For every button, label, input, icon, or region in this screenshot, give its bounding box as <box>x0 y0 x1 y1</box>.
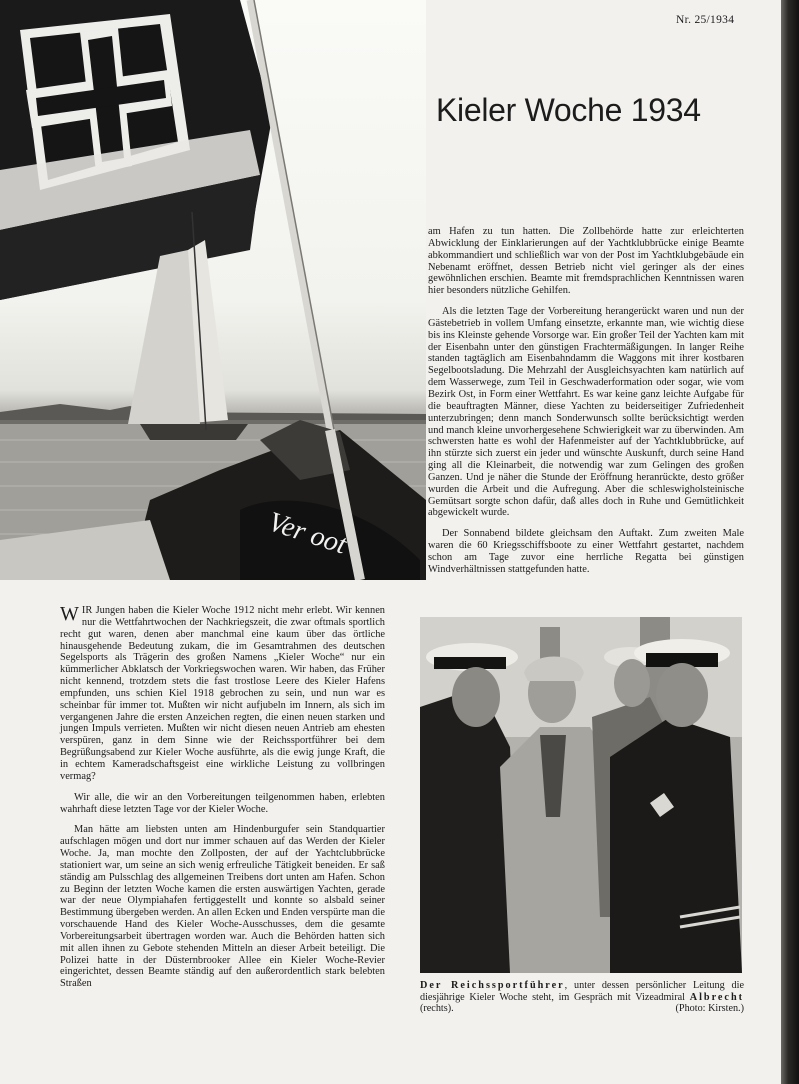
caption-name-reichssportfuehrer: Der Reichssportführer <box>420 980 565 991</box>
photo-credit: (Photo: Kirsten.) <box>675 1003 744 1015</box>
officials-photo <box>420 617 742 973</box>
caption-text-end: (rechts). <box>420 1003 454 1015</box>
page-binding-edge <box>781 0 799 1084</box>
caption-name-albrecht: Albrecht <box>689 991 745 1003</box>
issue-number: Nr. 25/1934 <box>676 14 735 26</box>
left-text-column <box>60 605 385 999</box>
harbor-photo-illustration <box>0 0 426 580</box>
drop-cap: W <box>60 603 80 625</box>
paragraph: Man hätte am liebsten unten am Hindenburgufer sein Standquartier aufschlagen mögen und dort nur immer schauen auf das Werden der Kieler Woche. Ja, man mochte den Zollposten, der auf der Yachtclubbrücke stationiert war, um seine an sich wenig erfreuliche Tätigkeit beneiden. Er saß ständig am Pulsschlag des allgemeinen Treibens dort unten am Hafen. Schon zu Beginn der letzten Woche kamen die ersten auswärtigen Yachten, gerade war der neue Olympiahafen fertiggestellt und konnte so alsbald seiner Bestimmung übergeben werden. An allen Ecken und Enden verspürte man die vorschauende Hand des Kieler Woche-Ausschusses, dem die gesamte Vorbereitungsarbeit übertragen worden war. Auch die Behörden hatten sich mit allen ihnen zu Gebote stehenden Mitteln an dieser Arbeit beteiligt. Die Polizei hatte in der Düsternbrooker Allee ein Kieler Woche-Revier eingerichtet, dessen Beamte ständig auf den außerordentlich stark belebten Straßen <box>60 824 386 990</box>
paragraph: Wir alle, die wir an den Vorbereitungen teilgenommen haben, erlebten wahrhaft diese letzten Tage vor der Kieler Woche. <box>60 791 385 815</box>
boat-flag-lettering: Ver oot <box>264 506 351 561</box>
article-title: Kieler Woche 1934 <box>436 92 701 128</box>
paragraph: Als die letzten Tage der Vorbereitung herangerückt waren und nun der Gästebetrieb in vollem Umfang einsetzte, erkannte man, wie wichtig diese bis ins Kleinste gehende Vorsorge war. Ein großer Teil der Yachten kam mit der Eisenbahn unter den günstigen Frachtermäßigungen. In langer Reihe standen tagtäglich am Eisenbahndamm die Waggons mit ihrer kostbaren Segelbootsladung. Die Mehrzahl der Ausgleichsyachten kam natürlich auf dem Wasserwege, zum Teil in Geschwaderformation oder sogar, wie vom Bezirk Ost, in Form einer Wettfahrt. Es war keine ganz leichte Aufgabe für die beauftragten Männer, diese Yachten zu beiderseitiger Zufriedenheit unterzubringen; denn manch Sonderwunsch sollte berücksichtigt werden und manch kleine unvorhergesehene Schwierigkeit war zu überwinden. Am schwersten hatte es wohl der Hafenmeister auf der Yachtklubbrücke, auf ihn stürzte sich zuerst ein jeder und wünschte Auskunft, durch seine Hand ging all die Kleinarbeit, die notwendig war zum Gelingen des großen Ganzen. Und je näher die Stunde der Eröffnung heranrückte, desto größer wurden die Arbeit und die Aufregung. Aber die schleswigholsteinische Gemütsart sorgte schon dafür, daß alles doch in Ruhe und Gemütlichkeit abgewickelt wurde. <box>428 306 744 519</box>
kiel-harbor-photo <box>0 0 426 580</box>
photo-caption <box>420 980 744 1015</box>
paragraph <box>60 605 385 783</box>
paragraph: Der Sonnabend bildete gleichsam den Auftakt. Zum zweiten Male waren die 60 Kriegsschiffsboote zu einer Wettfahrt gestartet, nachdem schon am Tage zuvor eine herrliche Regatta bei günstigen Windverhältnissen stattgefunden hatte. <box>428 528 744 575</box>
caption-text: , unter dessen persönlicher Leitung die diesjährige Kieler Woche steht, im Gespräch mit Vizeadmiral <box>420 980 744 1003</box>
paragraph-text: IR Jungen haben die Kieler Woche 1912 nicht mehr erlebt. Wir kennen nur die Wettfahrtwochen der Nachkriegszeit, die zwar oftmals sportlich recht gut waren, denen aber manchmal eine kaum über das örtliche hinausgehende Bedeutung zukam, die im Gesamtrahmen des deutschen Segelsports als Trägerin des großen Namens „Kieler Woche“ nur ein kümmerlicher Abklatsch der Vorkriegswochen waren. Wir haben, das Früher nicht kennend, trotzdem stets die fast trostlose Leere des Kieler Hafens empfunden, uns schien Kiel 1918 gebrochen zu sein, und nun war es scheinbar für immer tot. Mußten wir nicht aufjubeln im Innern, als sich im vergangenen Jahre die ersten Anzeichen regten, die einen neuen starken und jungen Impuls verrieten. Mußten wir nicht diesen neuen Antrieb am ehesten verspüren, ganz in dem Sinne wie der Reichssportführer bei dem Begrüßungsabend zur Kieler Woche ausführte, als die ewig junge Kraft, die in echtem Kameradschaftsgeist eine wirkliche Leistung zu vollbringen vermag? <box>60 605 385 782</box>
right-text-column <box>428 226 744 585</box>
paragraph: am Hafen zu tun hatten. Die Zollbehörde hatte zur erleichterten Abwicklung der Einklarierungen auf der Yachtklubbrücke einige Beamte abkommandiert und schließlich war von der Post im Yachtklubgebäude ein Nebenamt eröffnet, dessen Betrieb nicht viel geringer als der eines gewöhnlichen erschien. Beamte mit fremdsprachlichen Kenntnissen waren hier besonders nützliche Gehilfen. <box>428 226 744 297</box>
officials-photo-illustration <box>420 617 742 973</box>
